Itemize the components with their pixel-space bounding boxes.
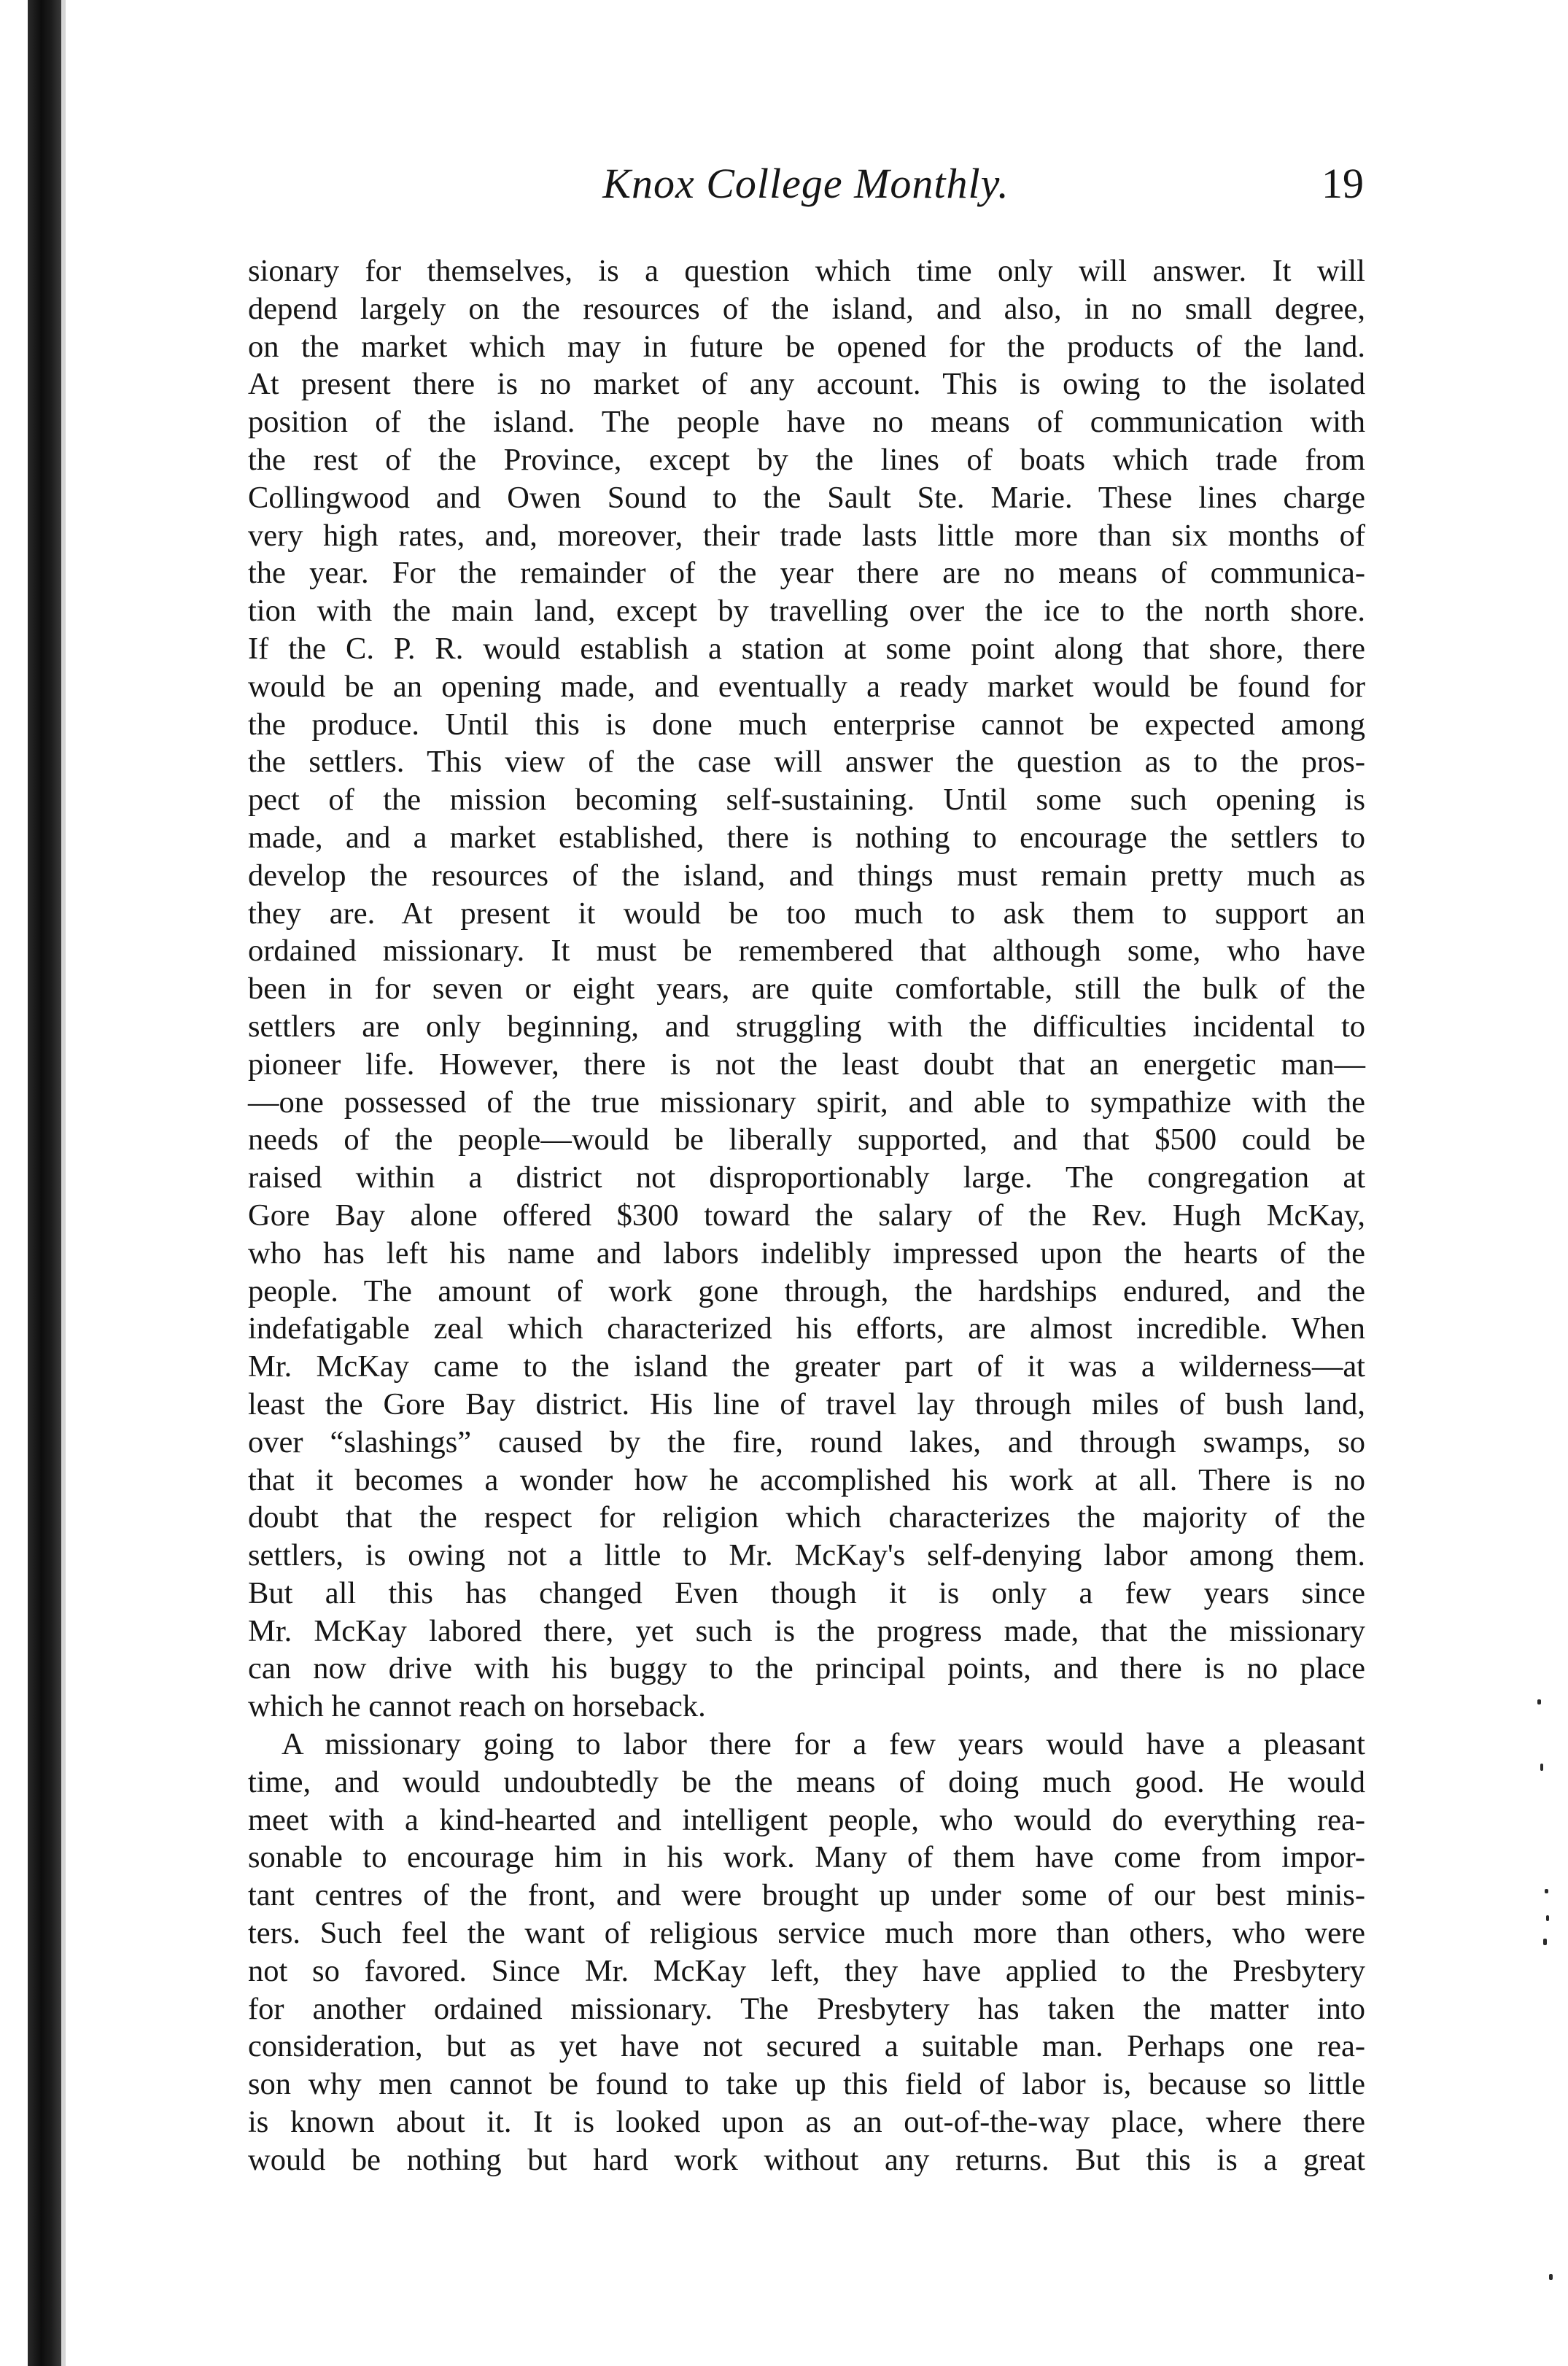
text-line: the year. For the remainder of the year there are no means of communica-: [248, 556, 1365, 591]
text-line: settlers are only beginning, and struggling with the difficulties incidental to: [248, 1009, 1365, 1044]
text-line: pect of the mission becoming self-sustaining. Until some such opening is: [248, 783, 1365, 818]
scan-speck: [1540, 1764, 1543, 1771]
text-line: Mr. McKay labored there, yet such is the progress made, that the missionary: [248, 1613, 1365, 1648]
text-line: Collingwood and Owen Sound to the Sault Ste. Marie. These lines charge: [248, 480, 1365, 515]
spine-edge: [61, 0, 66, 2366]
text-line: over “slashings” caused by the fire, round lakes, and through swamps, so: [248, 1424, 1365, 1459]
text-line: for another ordained missionary. The Presbytery has taken the matter into: [248, 1991, 1365, 2026]
text-line: A missionary going to labor there for a few years would have a pleasant: [282, 1727, 1365, 1762]
text-line: indefatigable zeal which characterized his efforts, are almost incredible. When: [248, 1311, 1365, 1346]
book-spine-shadow: [28, 0, 61, 2366]
text-line: position of the island. The people have no means of communication with: [248, 405, 1365, 440]
running-title: Knox College Monthly.: [602, 160, 1009, 207]
scan-speck: [1546, 1915, 1549, 1921]
text-line: the settlers. This view of the case will answer the question as to the pros-: [248, 745, 1365, 780]
text-line: depend largely on the resources of the island, and also, in no small degree,: [248, 291, 1365, 326]
scan-speck: [1537, 1699, 1541, 1704]
text-line: tion with the main land, except by travelling over the ice to the north shore.: [248, 594, 1365, 629]
text-line: doubt that the respect for religion which characterizes the majority of the: [248, 1500, 1365, 1535]
text-line: can now drive with his buggy to the principal points, and there is no place: [248, 1651, 1365, 1686]
text-line: develop the resources of the island, and things must remain pretty much as: [248, 858, 1365, 893]
text-line: not so favored. Since Mr. McKay left, they have applied to the Presbytery: [248, 1953, 1365, 1988]
text-line: At present there is no market of any account. This is owing to the isolated: [248, 367, 1365, 402]
text-line: meet with a kind-hearted and intelligent people, who would do everything rea-: [248, 1802, 1365, 1837]
text-line: son why men cannot be found to take up this field of labor is, because so little: [248, 2067, 1365, 2102]
text-line: would be an opening made, and eventually a ready market would be found for: [248, 669, 1365, 704]
text-line: tant centres of the front, and were brought up under some of our best minis-: [248, 1878, 1365, 1913]
text-line: ordained missionary. It must be remembered that although some, who have: [248, 934, 1365, 969]
text-line: settlers, is owing not a little to Mr. McKay's self-denying labor among them.: [248, 1538, 1365, 1573]
scan-speck: [1543, 1939, 1547, 1945]
text-line: pioneer life. However, there is not the least doubt that an energetic man—: [248, 1047, 1365, 1082]
text-line: needs of the people—would be liberally supported, and that $500 could be: [248, 1122, 1365, 1157]
text-line: the rest of the Province, except by the lines of boats which trade from: [248, 442, 1365, 477]
text-line: is known about it. It is looked upon as an out-of-the-way place, where there: [248, 2105, 1365, 2140]
text-line: that it becomes a wonder how he accomplished his work at all. There is no: [248, 1462, 1365, 1497]
text-line: would be nothing but hard work without any returns. But this is a great: [248, 2142, 1365, 2177]
page-number: 19: [1321, 160, 1364, 207]
text-line: But all this has changed Even though it is only a few years since: [248, 1575, 1365, 1610]
text-line: ters. Such feel the want of religious service much more than others, who were: [248, 1916, 1365, 1951]
text-line: made, and a market established, there is nothing to encourage the settlers to: [248, 820, 1365, 855]
scan-speck: [1545, 1889, 1548, 1893]
scan-speck: [1549, 2274, 1553, 2280]
text-line: raised within a district not disproportionably large. The congregation at: [248, 1160, 1365, 1195]
text-line: who has left his name and labors indelibly impressed upon the hearts of the: [248, 1236, 1365, 1271]
text-line: which he cannot reach on horseback.: [248, 1689, 706, 1724]
page-header: [248, 159, 1364, 225]
text-line: they are. At present it would be too much to ask them to support an: [248, 896, 1365, 931]
text-line: the produce. Until this is done much enterprise cannot be expected among: [248, 707, 1365, 742]
text-line: Gore Bay alone offered $300 toward the salary of the Rev. Hugh McKay,: [248, 1198, 1365, 1233]
text-line: consideration, but as yet have not secured a suitable man. Perhaps one rea-: [248, 2029, 1365, 2064]
text-line: least the Gore Bay district. His line of travel lay through miles of bush land,: [248, 1386, 1365, 1421]
text-line: Mr. McKay came to the island the greater part of it was a wilderness—at: [248, 1349, 1365, 1384]
text-line: time, and would undoubtedly be the means of doing much good. He would: [248, 1764, 1365, 1799]
text-line: very high rates, and, moreover, their trade lasts little more than six months of: [248, 518, 1365, 553]
text-line: If the C. P. R. would establish a station at some point along that shore, there: [248, 631, 1365, 666]
article-body: [248, 252, 1365, 2179]
text-line: sionary for themselves, is a question which time only will answer. It will: [248, 254, 1365, 288]
text-line: on the market which may in future be opened for the products of the land.: [248, 329, 1365, 364]
text-line: people. The amount of work gone through, the hardships endured, and the: [248, 1273, 1365, 1308]
text-line: sonable to encourage him in his work. Many of them have come from impor-: [248, 1840, 1365, 1875]
text-line: been in for seven or eight years, are quite comfortable, still the bulk of the: [248, 971, 1365, 1006]
text-line: —one possessed of the true missionary spirit, and able to sympathize with the: [248, 1085, 1365, 1120]
